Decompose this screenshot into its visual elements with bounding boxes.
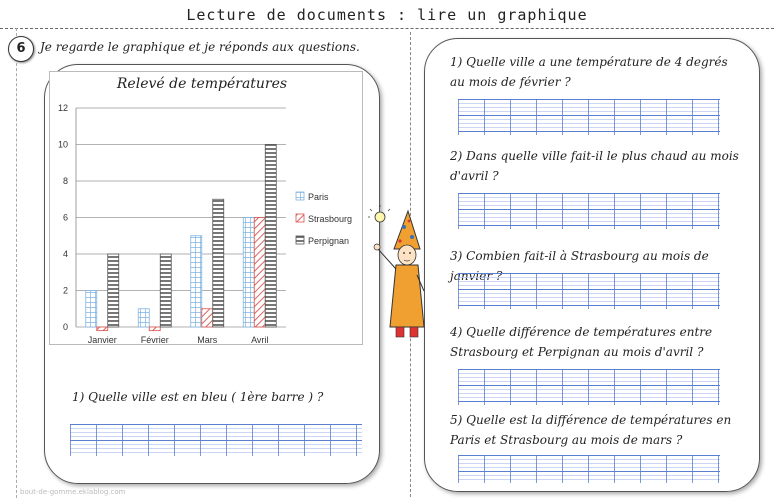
writing-grid: [458, 273, 720, 309]
legend-swatch: [296, 214, 304, 222]
legend-label: Perpignan: [308, 236, 350, 246]
answer-lines-left[interactable]: [70, 424, 362, 456]
legend-swatch: [296, 236, 304, 244]
bar-strasbourg-février: [149, 327, 160, 331]
writing-grid: [458, 369, 720, 405]
bar-paris-avril: [243, 218, 254, 328]
answer-lines-2[interactable]: [458, 193, 720, 229]
y-tick-label: 0: [62, 322, 68, 332]
y-tick-label: 10: [57, 139, 68, 150]
question-right-3: 3) Combien fait-il à Strasbourg au mois de janvier ?: [450, 249, 709, 283]
y-tick-label: 6: [62, 212, 68, 223]
left-margin-line: [16, 28, 17, 498]
y-tick-label: 8: [62, 176, 68, 186]
answer-lines-3[interactable]: [458, 273, 720, 309]
question-right-2: 2) Dans quelle ville fait-il le plus chaud au mois d'avril ?: [450, 149, 739, 183]
bar-perpignan-février: [160, 254, 171, 327]
writing-grid: [458, 455, 720, 483]
temperature-chart: [50, 72, 362, 344]
writing-grid: [458, 193, 720, 229]
bar-paris-février: [138, 309, 149, 327]
bar-perpignan-janvier: [108, 254, 119, 327]
top-divider: [0, 28, 774, 29]
answer-lines-1[interactable]: [458, 99, 720, 135]
chart-frame: [49, 71, 363, 345]
lightbulb-icon: [368, 205, 390, 222]
x-tick-label: Avril: [251, 335, 269, 344]
bar-strasbourg-avril: [254, 218, 265, 328]
bar-strasbourg-janvier: [97, 327, 108, 331]
exercise-number: 6: [8, 36, 34, 62]
bar-paris-mars: [191, 236, 202, 327]
chart-title: Relevé de températures: [116, 76, 288, 92]
bar-perpignan-mars: [213, 199, 224, 327]
writing-grid: [458, 99, 720, 135]
page-title: Lecture de documents : lire un graphique: [186, 6, 588, 24]
y-tick-label: 12: [57, 103, 68, 113]
question-right-5: 5) Quelle est la différence de températures en Paris et Strasbourg au mois de mars ?: [450, 413, 732, 447]
wizard-illustration: [368, 205, 430, 345]
x-tick-label: Février: [140, 335, 169, 344]
question-right-1: 1) Quelle ville a une température de 4 degrés au mois de février ?: [450, 55, 728, 89]
answer-lines-4[interactable]: [458, 369, 720, 405]
legend-label: Paris: [308, 192, 329, 202]
legend-label: Strasbourg: [308, 214, 353, 224]
y-tick-label: 2: [62, 285, 68, 296]
legend-swatch: [296, 192, 304, 200]
question-left-1: 1) Quelle ville est en bleu ( 1ère barre ) ?: [72, 390, 324, 404]
instruction-text: Je regarde le graphique et je réponds aux questions.: [40, 40, 360, 54]
y-tick-label: 4: [62, 249, 68, 259]
credit-text: bout-de-gomme.eklablog.com: [20, 488, 126, 496]
writing-grid: [70, 424, 362, 456]
bar-strasbourg-mars: [202, 309, 213, 327]
answer-lines-5[interactable]: [458, 455, 720, 483]
x-tick-label: Mars: [197, 335, 218, 344]
question-right-4: 4) Quelle différence de températures entre Strasbourg et Perpignan au mois d'avril ?: [450, 325, 713, 359]
x-tick-label: Janvier: [87, 335, 117, 344]
bar-perpignan-avril: [265, 145, 276, 328]
bar-paris-janvier: [86, 291, 97, 328]
